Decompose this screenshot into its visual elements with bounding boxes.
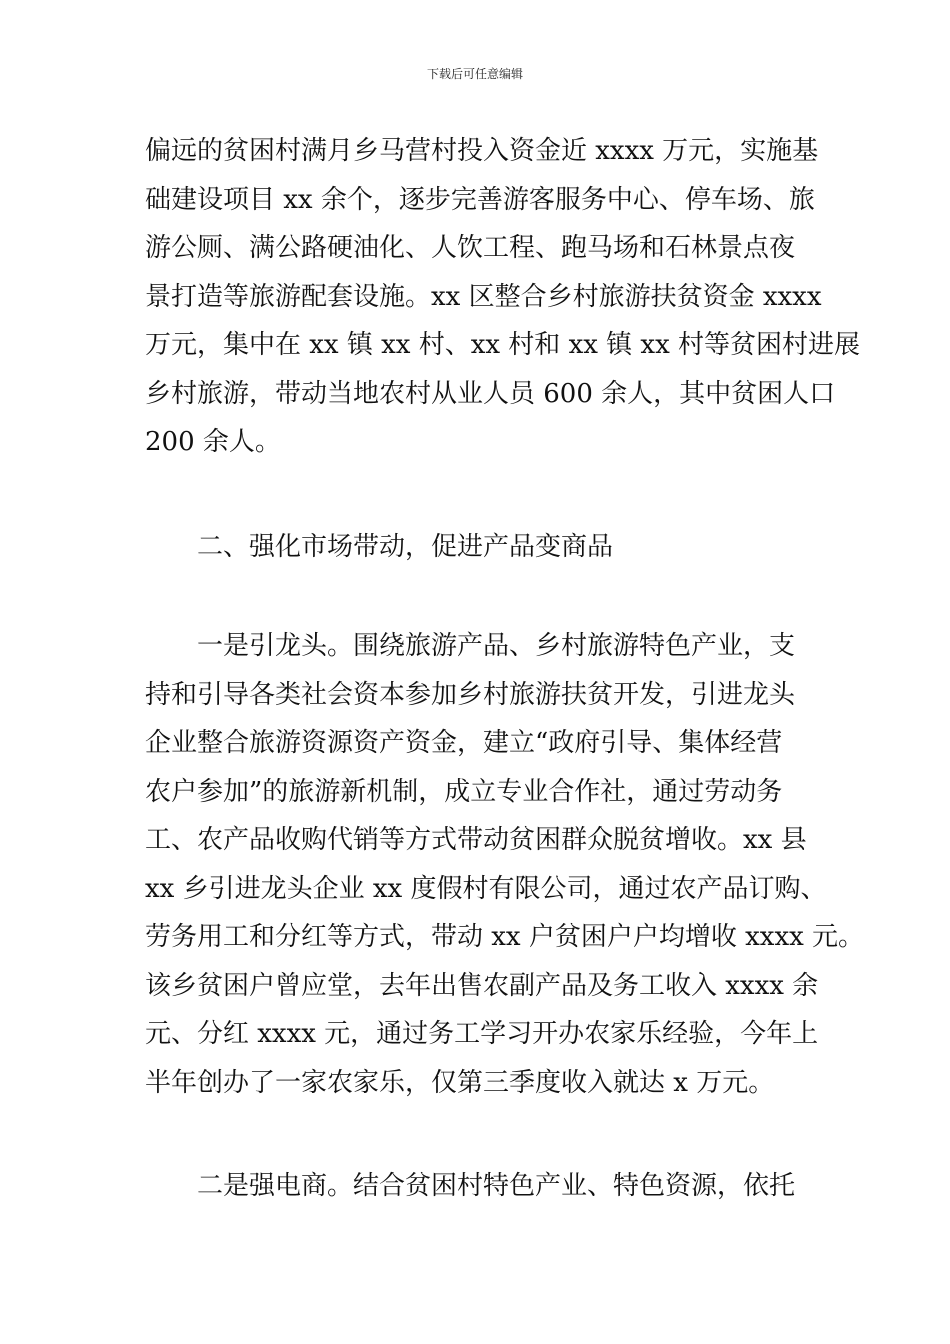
text-line: 一是引龙头。围绕旅游产品、乡村旅游特色产业，支 [197,631,796,661]
text-line: 元、分红 xxxx 元，通过务工学习开办农家乐经验，今年上 [145,1019,819,1049]
paragraph-2 [145,622,865,1107]
text-line: 游公厕、满公路硬油化、人饮工程、跑马场和石林景点夜 [145,233,796,263]
paragraph-1 [145,127,861,467]
text-line: 础建设项目 xx 余个，逐步完善游客服务中心、停车场、旅 [145,184,815,215]
text-line: 企业整合旅游资源资产资金，建立“政府引导、集体经营 [145,728,783,758]
text-line: 农户参加”的旅游新机制，成立专业合作社，通过劳动务 [145,776,783,807]
text-line: 该乡贫困户曾应堂，去年出售农副产品及务工收入 xxxx 余 [145,970,819,1001]
text-line: 持和引导各类社会资本参加乡村旅游扶贫开发，引进龙头 [145,679,796,710]
text-line: 万元，集中在 xx 镇 xx 村、xx 村和 xx 镇 xx 村等贫困村进展 [145,330,861,360]
section-heading-text: 二、强化市场带动，促进产品变商品 [197,532,614,562]
text-line: xx 乡引进龙头企业 xx 度假村有限公司，通过农产品订购、 [145,873,827,904]
paragraph-3 [145,1162,810,1211]
text-line: 二是强电商。结合贫困村特色产业、特色资源，依托 [197,1171,796,1201]
text-line: 偏远的贫困村满月乡马营村投入资金近 xxxx 万元，实施基 [145,136,819,166]
text-line: 工、农产品收购代销等方式带动贫困群众脱贫增收。xx 县 [145,825,807,855]
text-line: 劳务用工和分红等方式，带动 xx 户贫困户户均增收 xxxx 元。 [145,922,865,952]
text-line: 半年创办了一家农家乐，仅第三季度收入就达 x 万元。 [145,1067,775,1098]
text-line: 200 余人。 [145,427,281,457]
header-note: 下载后可任意编辑 [426,67,523,81]
section-heading [145,523,810,572]
text-line: 景打造等旅游配套设施。xx 区整合乡村旅游扶贫资金 xxxx [145,281,822,312]
text-line: 乡村旅游，带动当地农村从业人员 600 余人，其中贫困人口 [145,378,836,409]
